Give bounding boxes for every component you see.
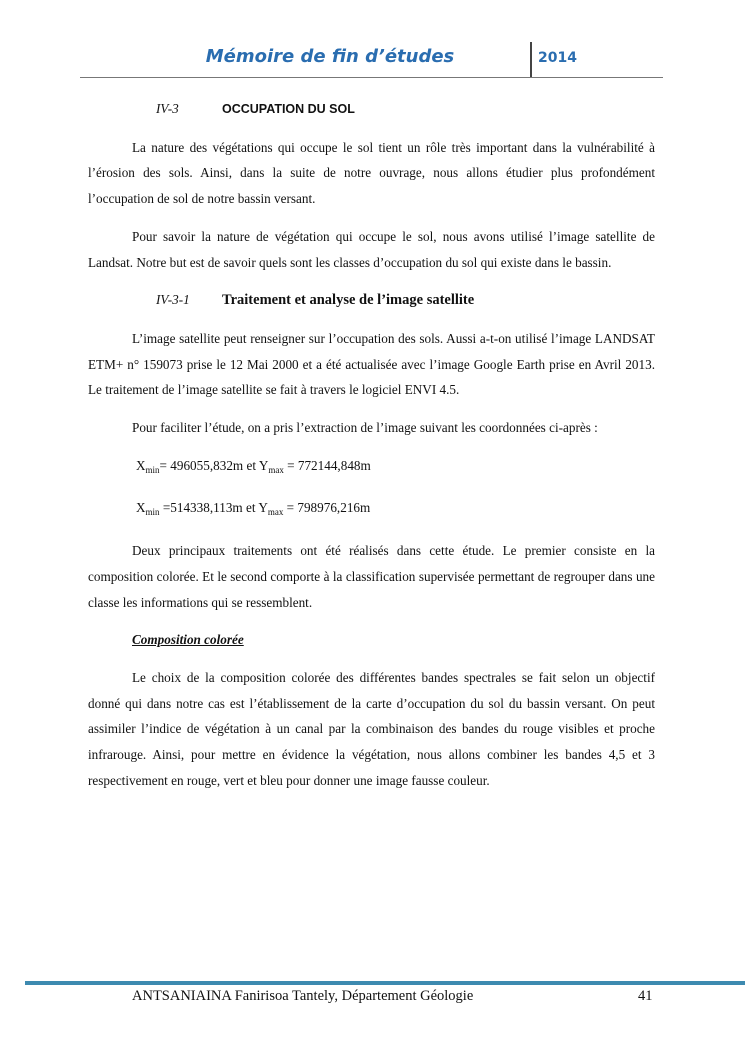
footer-author: ANTSANIAINA Fanirisoa Tantely, Département Géologie (132, 988, 474, 1004)
x-subscript: min (145, 507, 160, 518)
document-year: 2014 (538, 50, 577, 66)
x-value: =514338,113m et (159, 500, 259, 516)
y-label: Y (258, 457, 269, 473)
y-subscript: max (267, 507, 284, 518)
section-title: OCCUPATION DU SOL (222, 102, 355, 116)
x-subscript: min (145, 464, 160, 475)
coordinate-line (136, 495, 655, 526)
paragraph: Pour faciliter l’étude, on a pris l’extraction de l’image suivant les coordonnées ci-après : (132, 420, 598, 436)
paragraph: Pour savoir la nature de végétation qui occupe le sol, nous avons utilisé l’image satellite de Landsat. Notre but est de savoir quels sont les classes d’occupation du sol qui existe dans le bassin. (88, 228, 655, 270)
page-number: 41 (638, 988, 653, 1004)
section-heading (88, 96, 655, 123)
y-value: = 772144,848m (283, 457, 371, 473)
header-rule (80, 77, 663, 78)
subsection-number: IV-3-1 (156, 292, 190, 308)
x-value: = 496055,832m et (159, 457, 259, 473)
paragraph: L’image satellite peut renseigner sur l’occupation des sols. Aussi a-t-on utilisé l’image LANDSAT ETM+ n° 159073 prise le 12 Mai 2000 et a été actualisée avec l’image Google Earth prise en Avril 2013. Le traitement de l’image satellite se fait à travers le logiciel ENVI 4.5. (88, 330, 655, 398)
paragraph: Deux principaux traitements ont été réalisés dans cette étude. Le premier consiste en la composition colorée. Et le second comporte à la classification supervisée permettant de regrouper dans une classe les informations qui se ressemblent. (88, 543, 655, 610)
page-body (88, 96, 655, 805)
coordinate-line (136, 453, 655, 484)
paragraph: La nature des végétations qui occupe le sol tient un rôle très important dans la vulnérabilité à l’érosion des sols. Ainsi, dans la suite de notre ouvrage, nous allons étudier plus profondément l’occupation de sol de notre bassin versant. (88, 139, 655, 207)
y-label: Y (258, 500, 268, 516)
y-subscript: max (268, 464, 284, 475)
subsection-heading (88, 287, 655, 314)
paragraph: Le choix de la composition colorée des différentes bandes spectrales se fait selon un objectif donné qui dans notre cas est l’établissement de la carte d’occupation du sol du bassin versant. On peut assimiler l’indice de végétation à un canal par la combinaison des bandes du rouge visibles et proche infrarouge. Ainsi, pour mettre en évidence la végétation, nous allons combiner les bandes 4,5 et 3 respectivement en rouge, vert et bleu pour donner une image fausse couleur. (88, 669, 655, 788)
document-title: Mémoire de fin d’études (205, 46, 455, 67)
x-label: X (136, 500, 146, 516)
y-value: = 798976,216m (283, 500, 371, 516)
subheading: Composition colorée (132, 632, 244, 648)
x-label: X (136, 457, 146, 473)
footer-rule (25, 981, 745, 985)
subsection-title: Traitement et analyse de l’image satellite (222, 292, 475, 309)
section-number: IV-3 (156, 101, 179, 116)
header-divider (530, 42, 532, 78)
